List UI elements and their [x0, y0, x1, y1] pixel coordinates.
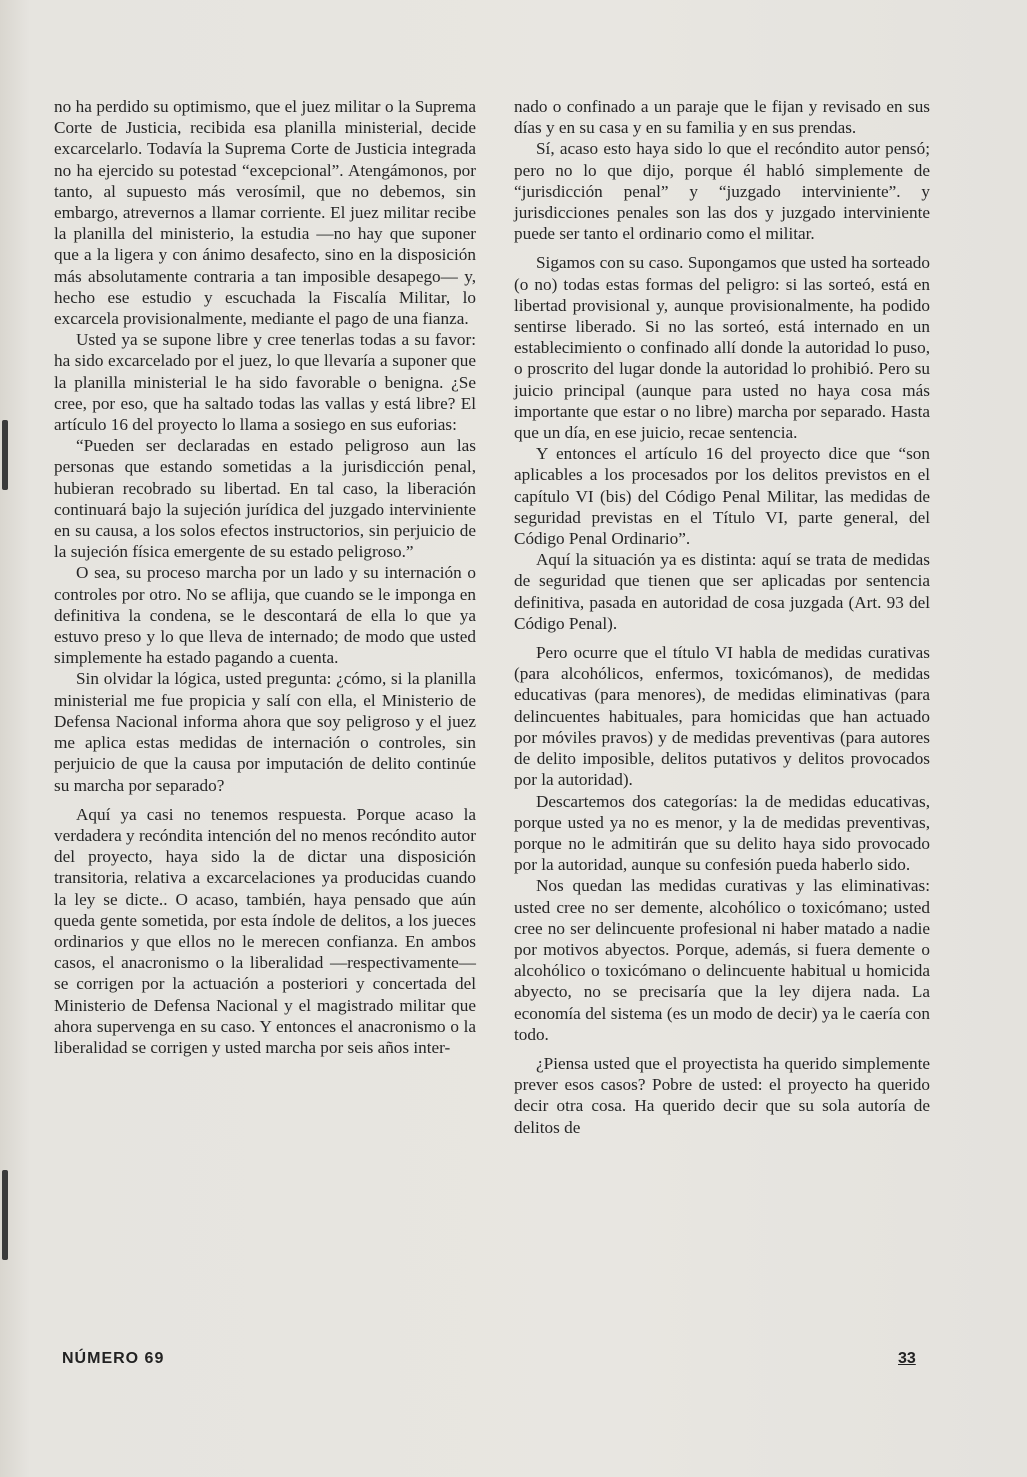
binding-mark [2, 420, 8, 490]
paragraph: Sigamos con su caso. Supongamos que usted ha sorteado (o no) todas estas formas del peligro: si las sorteó, está en libertad provisional y, aunque provisionalmente, ha podido sentirse liberado. Si no las sorteó, está internado en un establecimiento o confinado allí donde la autoridad lo puso, o proscrito del lugar donde la autoridad lo prohibió. Pero su juicio principal (aunque para usted no haya cosa más importante que estar o no libre) marcha por separado. Hasta que un día, en ese juicio, recae sentencia. [514, 253, 930, 443]
paragraph: Aquí ya casi no tenemos respuesta. Porque acaso la verdadera y recóndita intención del no menos recóndito autor del proyecto, haya sido la de dictar una disposición transitoria, relativa a excarcelaciones ya producidas cuando la ley se dicte.. O acaso, también, haya pensado que aún queda gente sometida, por esta índole de delitos, a los jueces ordinarios y que ellos no le merecen confianza. En ambos casos, el anacronismo o la liberalidad —respectivamente— se corrigen por la actuación a posteriori y concertada del Ministerio de Defensa Nacional y el magistrado militar que ahora supervenga en su caso. Y entonces el anacronismo o la liberalidad se corrigen y usted marcha por seis años inter- [54, 804, 476, 1057]
right-text-column [514, 96, 930, 1138]
paragraph: Sin olvidar la lógica, usted pregunta: ¿cómo, si la planilla ministerial me fue propicia y salí con ella, el Ministerio de Defensa Nacional informa ahora que soy peligroso y el juez me aplica estas medidas de internación o controles, sin perjuicio de que la causa por imputación de delito continúe su marcha por separado? [54, 669, 476, 795]
paragraph: Y entonces el artículo 16 del proyecto dice que “son aplicables a los procesados por los delitos previstos en el capítulo VI (bis) del Código Penal Militar, las medidas de seguridad previstas en el Título VI, parte general, del Código Penal Ordinario”. [514, 444, 930, 549]
left-text-column [54, 96, 476, 1058]
paragraph: ¿Piensa usted que el proyectista ha querido simplemente prever esos casos? Pobre de usted: el proyecto ha querido decir otra cosa. Ha querido decir que su sola autoría de delitos de [514, 1053, 930, 1137]
paragraph: Pero ocurre que el título VI habla de medidas curativas (para alcohólicos, enfermos, toxicómanos), de medidas educativas (para menores), de medidas eliminativas (para delincuentes habituales, para homicidas que han actuado por móviles pravos) y de medidas preventivas (para autores de delito imposible, delitos putativos y delitos provocados por la autoridad). [514, 643, 930, 790]
paragraph: “Pueden ser declaradas en estado peligroso aun las personas que estando sometidas a la jurisdicción penal, hubieran recobrado su libertad. En tal caso, la liberación continuará bajo la sujeción jurídica del juzgado interviniente en su causa, a los solos efectos instructorios, sin perjuicio de la sujeción física emergente de su estado peligroso.” [54, 436, 476, 562]
issue-number: NÚMERO 69 [62, 1350, 165, 1367]
paragraph: Aquí la situación ya es distinta: aquí se trata de medidas de seguridad que tienen que ser aplicadas por sentencia definitiva, pasada en autoridad de cosa juzgada (Art. 93 del Código Penal). [514, 550, 930, 633]
binding-mark [2, 1170, 8, 1260]
paragraph: nado o confinado a un paraje que le fijan y revisado en sus días y en su casa y en su familia y en sus prendas. [514, 97, 930, 138]
paragraph: Sí, acaso esto haya sido lo que el recóndito autor pensó; pero no lo que dijo, porque él habló simplemente de “jurisdicción penal” y “juzgado interviniente”. y jurisdicciones penales son las dos y juzgado interviniente puede ser tanto el ordinario como el militar. [514, 139, 930, 244]
paragraph: Nos quedan las medidas curativas y las eliminativas: usted cree no ser demente, alcohólico o toxicómano; usted cree no ser delincuente profesional ni haber matado a nadie por motivos abyectos. Porque, además, si fuera demente o alcohólico o toxicómano o delincuente habitual u homicida abyecto, no se precisaría que la ley dijera nada. La economía del sistema (es un modo de decir) ya le caería con todo. [514, 876, 930, 1044]
paragraph: Usted ya se supone libre y cree tenerlas todas a su favor: ha sido excarcelado por el juez, lo que llevaría a suponer que la planilla ministerial le ha sido favorable o benigna. ¿Se cree, por eso, que ha saltado todas las vallas y está libre? El artículo 16 del proyecto lo llama a sosiego en sus euforias: [54, 330, 476, 435]
paragraph: O sea, su proceso marcha por un lado y su internación o controles por otro. No se aflija, que cuando se le imponga en definitiva la condena, se le descontará de ella lo que ya estuvo preso y lo que lleva de internado; de modo que usted simplemente ha estado pagando a cuenta. [54, 563, 476, 668]
paragraph: no ha perdido su optimismo, que el juez militar o la Suprema Corte de Justicia, recibida esa planilla ministerial, decide excarcelarlo. Todavía la Suprema Corte de Justicia integrada no ha ejercido su potestad “excepcional”. Atengámonos, por tanto, al supuesto más verosímil, que no debemos, sin embargo, atrevernos a llamar corriente. El juez militar recibe la planilla del ministerio, la estudia —no hay que suponer que a la ligera y con ánimo desafecto, sino en la disposición más absolutamente contraria a tan imposible desapego— y, hecho ese estudio y escuchada la Fiscalía Militar, lo excarcela provisionalmente, mediante el pago de una fianza. [54, 97, 476, 329]
page-number: 33 [898, 1350, 916, 1367]
paragraph: Descartemos dos categorías: la de medidas educativas, porque usted ya no es menor, y la de medidas preventivas, porque no le admitirán que su delito haya sido provocado por la autoridad, aunque su confesión pueda haberlo sido. [514, 791, 930, 875]
